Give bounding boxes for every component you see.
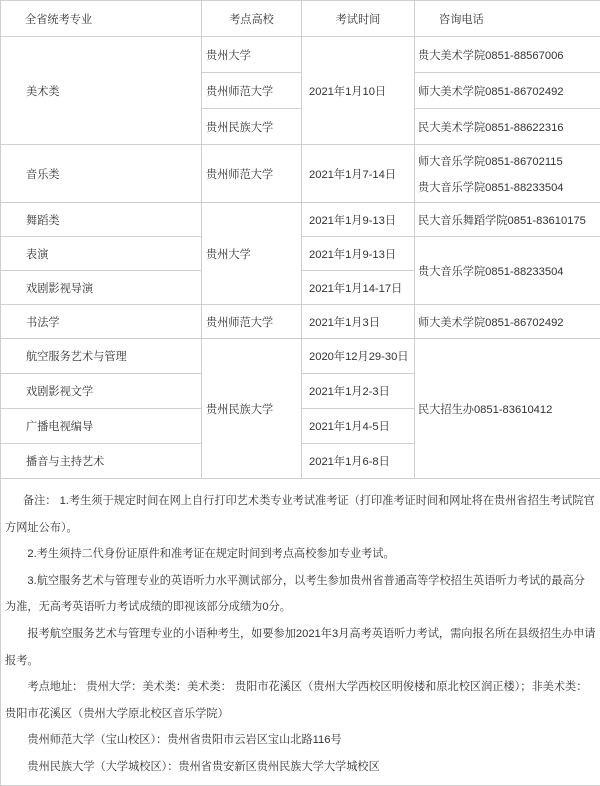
phone-cell: 师大美术学院0851-86702492 xyxy=(415,73,600,109)
table-row xyxy=(1,305,600,339)
major-cell: 美术类 xyxy=(1,37,202,145)
major-cell: 书法学 xyxy=(1,305,202,339)
school-cell: 贵州民族大学 xyxy=(202,109,302,145)
note-paragraph: 备注： 1.考生须于规定时间在网上自行打印艺术类专业考试准考证（打印准考证时间和网址将在贵州省招生考试院官方网址公布）。 xyxy=(5,488,596,541)
note-paragraph: 3.航空服务艺术与管理专业的英语听力水平测试部分，以考生参加贵州省普通高等学校招生英语听力考试的最高分为准，无高考英语听力考试成绩的即视该部分成绩为0分。 xyxy=(5,568,596,621)
phone-cell: 贵大美术学院0851-88567006 xyxy=(415,37,600,73)
phone-line: 师大音乐学院0851-86702115 xyxy=(418,153,600,169)
phone-cell xyxy=(415,145,600,203)
table-row xyxy=(1,145,600,203)
school-cell: 贵州师范大学 xyxy=(202,145,302,203)
date-cell: 2021年1月9-13日 xyxy=(302,203,415,237)
header-school: 考点高校 xyxy=(202,1,302,37)
date-cell: 2021年1月9-13日 xyxy=(302,237,415,271)
table-row xyxy=(1,203,600,237)
major-cell: 播音与主持艺术 xyxy=(1,444,202,479)
phone-cell: 贵大音乐学院0851-88233504 xyxy=(415,237,600,305)
notes-row xyxy=(1,479,600,786)
major-cell: 戏剧影视文学 xyxy=(1,374,202,409)
major-cell: 航空服务艺术与管理 xyxy=(1,339,202,374)
header-major: 全省统考专业 xyxy=(1,1,202,37)
school-cell: 贵州师范大学 xyxy=(202,73,302,109)
header-date: 考试时间 xyxy=(302,1,415,37)
date-cell: 2021年1月7-14日 xyxy=(302,145,415,203)
header-row xyxy=(1,1,600,37)
date-cell: 2021年1月10日 xyxy=(302,37,415,145)
note-paragraph: 考点地址： 贵州大学：美术类：美术类： 贵阳市花溪区（贵州大学西校区明俊楼和原北校区润正楼）；非美术类：贵阳市花溪区（贵州大学原北校区音乐学院） xyxy=(5,674,596,727)
note-paragraph: 贵州民族大学（大学城校区）：贵州省贵安新区贵州民族大学大学城校区 xyxy=(5,754,596,781)
date-cell: 2021年1月6-8日 xyxy=(302,444,415,479)
date-cell: 2021年1月3日 xyxy=(302,305,415,339)
phone-cell: 民大招生办0851-83610412 xyxy=(415,339,600,479)
phone-cell: 民大音乐舞蹈学院0851-83610175 xyxy=(415,203,600,237)
notes-cell xyxy=(1,479,600,786)
school-cell: 贵州民族大学 xyxy=(202,339,302,479)
note-paragraph: 2.考生须持二代身份证原件和准考证在规定时间到考点高校参加专业考试。 xyxy=(5,541,596,568)
phone-line: 贵大音乐学院0851-88233504 xyxy=(418,179,600,195)
major-cell: 音乐类 xyxy=(1,145,202,203)
major-cell: 广播电视编导 xyxy=(1,409,202,444)
header-phone: 咨询电话 xyxy=(415,1,600,37)
phone-cell: 民大美术学院0851-88622316 xyxy=(415,109,600,145)
note-paragraph: 报考航空服务艺术与管理专业的小语种考生，如要参加2021年3月高考英语听力考试，需向报名所在县级招生办申请报考。 xyxy=(5,621,596,674)
phone-cell: 师大美术学院0851-86702492 xyxy=(415,305,600,339)
date-cell: 2020年12月29-30日 xyxy=(302,339,415,374)
school-cell: 贵州师范大学 xyxy=(202,305,302,339)
table-row xyxy=(1,37,600,73)
date-cell: 2021年1月14-17日 xyxy=(302,271,415,305)
major-cell: 表演 xyxy=(1,237,202,271)
date-cell: 2021年1月2-3日 xyxy=(302,374,415,409)
school-cell: 贵州大学 xyxy=(202,203,302,305)
note-paragraph: 贵州师范大学（宝山校区）：贵州省贵阳市云岩区宝山北路116号 xyxy=(5,727,596,754)
school-cell: 贵州大学 xyxy=(202,37,302,73)
major-cell: 舞蹈类 xyxy=(1,203,202,237)
date-cell: 2021年1月4-5日 xyxy=(302,409,415,444)
table-row xyxy=(1,339,600,374)
major-cell: 戏剧影视导演 xyxy=(1,271,202,305)
